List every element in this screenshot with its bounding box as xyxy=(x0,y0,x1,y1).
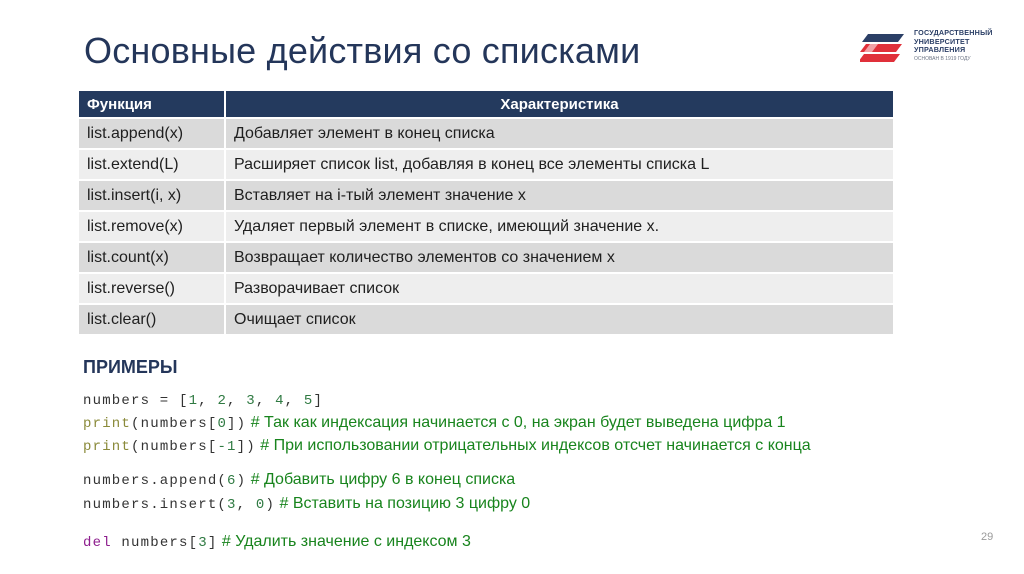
code-comment: # Добавить цифру xyxy=(246,471,392,488)
slide-title: Основные действия со списками xyxy=(84,30,641,71)
code-number: 0 xyxy=(217,416,228,432)
code-number: -1 xyxy=(217,439,237,455)
code-text: , xyxy=(236,497,256,513)
code-comment: 3 xyxy=(462,533,471,550)
code-number: 3 xyxy=(227,497,237,513)
code-line-5 xyxy=(83,494,530,515)
code-comment: , на экран будет выведена цифра xyxy=(522,414,777,431)
code-number: 4 xyxy=(275,393,285,409)
code-text: ] xyxy=(207,535,218,551)
table-row xyxy=(78,273,894,304)
code-comment: # Вставить на позицию xyxy=(275,495,456,512)
university-logo xyxy=(860,28,1000,70)
table-row xyxy=(78,242,894,273)
function-cell: list.remove(x) xyxy=(78,211,225,242)
function-cell: list.extend(L) xyxy=(78,149,225,180)
page-number: 29 xyxy=(981,531,994,543)
table-row xyxy=(78,180,894,211)
code-text: (numbers[ xyxy=(131,439,218,455)
examples-heading: ПРИМЕРЫ xyxy=(83,357,178,377)
code-text: numbers = [ xyxy=(83,393,189,409)
code-text: numbers.append( xyxy=(83,473,228,489)
code-text: , xyxy=(227,393,247,409)
code-keyword: del xyxy=(83,535,112,551)
code-text: numbers[ xyxy=(111,535,199,551)
code-text: ] xyxy=(313,393,324,409)
code-line-6 xyxy=(83,532,471,553)
code-number: 1 xyxy=(188,393,199,409)
code-number: 3 xyxy=(198,535,208,551)
logo-line-1: ГОСУДАРСТВЕННЫЙ xyxy=(914,28,993,37)
function-cell: list.reverse() xyxy=(78,273,225,304)
code-comment: 1 xyxy=(776,414,786,431)
function-cell: list.clear() xyxy=(78,304,225,335)
code-line-1 xyxy=(83,390,323,411)
code-text: , xyxy=(198,393,218,409)
description-cell: Возвращает количество элементов со значением x xyxy=(225,242,894,273)
logo-text xyxy=(914,29,993,55)
code-text: numbers.insert( xyxy=(83,497,228,513)
code-number: 5 xyxy=(303,393,314,409)
table-row xyxy=(78,304,894,335)
code-text: , xyxy=(284,393,304,409)
logo-line-2: УНИВЕРСИТЕТ xyxy=(914,36,970,46)
code-comment: # Так как индексация начинается с xyxy=(246,414,514,431)
code-comment: в конец списка xyxy=(400,471,516,488)
code-line-4 xyxy=(83,470,515,491)
code-keyword: print xyxy=(83,416,132,432)
table-row xyxy=(78,211,894,242)
table-header-description: Характеристика xyxy=(225,90,894,118)
code-number: 2 xyxy=(217,393,228,409)
code-comment: 6 xyxy=(391,471,401,488)
code-comment: # Удалить значение с индексом xyxy=(217,533,462,550)
code-number: 0 xyxy=(255,497,266,513)
code-comment: цифру xyxy=(464,495,522,512)
description-cell: Добавляет элемент в конец списка xyxy=(225,118,894,149)
table-header-function: Функция xyxy=(78,90,225,118)
university-logo-mark-icon xyxy=(860,30,906,68)
code-number: 3 xyxy=(246,393,256,409)
code-line-2 xyxy=(83,413,786,434)
code-text: (numbers[ xyxy=(131,416,218,432)
code-number: 6 xyxy=(227,473,237,489)
table-row xyxy=(78,118,894,149)
code-text: ]) xyxy=(227,416,247,432)
code-text: ]) xyxy=(236,439,256,455)
code-comment: # При использовании отрицательных индексов отсчет начинается с конца xyxy=(255,437,811,454)
code-comment: 3 xyxy=(455,495,465,512)
code-text: ) xyxy=(265,497,276,513)
function-cell: list.append(x) xyxy=(78,118,225,149)
code-text: , xyxy=(255,393,276,409)
code-line-3 xyxy=(83,436,811,457)
description-cell: Расширяет список list, добавляя в конец все элементы списка L xyxy=(225,149,894,180)
code-keyword: print xyxy=(83,439,132,455)
function-cell: list.count(x) xyxy=(78,242,225,273)
list-functions-table xyxy=(77,89,895,336)
logo-line-3: УПРАВЛЕНИЯ xyxy=(914,45,966,55)
code-text: ) xyxy=(236,473,247,489)
logo-subtitle: ОСНОВАН В 1919 ГОДУ xyxy=(914,56,971,62)
description-cell: Разворачивает список xyxy=(225,273,894,304)
code-comment: 0 xyxy=(521,495,531,512)
function-cell: list.insert(i, x) xyxy=(78,180,225,211)
table-row xyxy=(78,149,894,180)
description-cell: Удаляет первый элемент в списке, имеющий значение x. xyxy=(225,211,894,242)
description-cell: Вставляет на i-тый элемент значение x xyxy=(225,180,894,211)
description-cell: Очищает список xyxy=(225,304,894,335)
table-header-row xyxy=(78,90,894,118)
code-comment: 0 xyxy=(513,414,523,431)
